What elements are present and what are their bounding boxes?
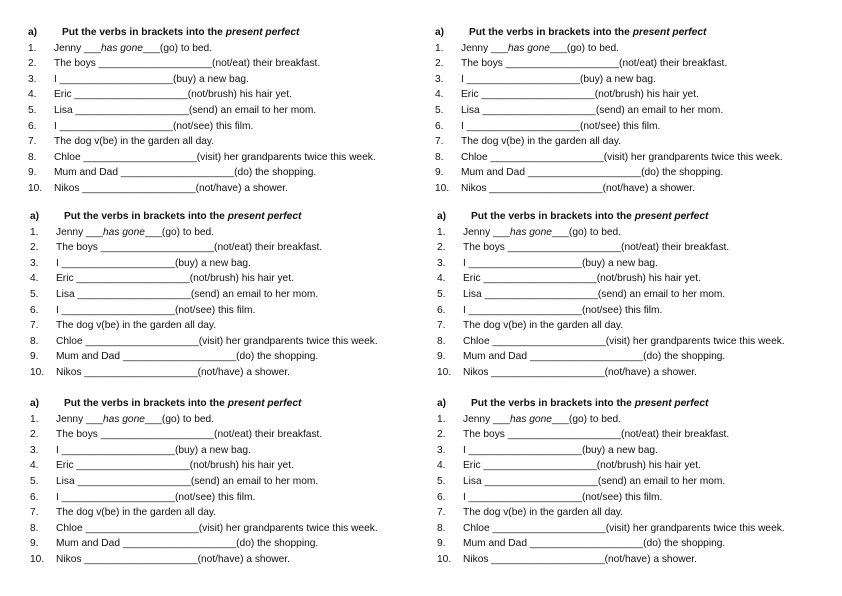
exercise-item (435, 87, 815, 103)
item-text-tail: ___(go) to bed. (551, 226, 622, 238)
item-text: The dog v(be) in the garden all day. (56, 320, 217, 332)
item-number: 3. (437, 444, 446, 456)
item-number: 9. (437, 351, 446, 363)
item-text: Lisa ____________________(send) an email to her mom. (463, 288, 726, 300)
item-number: 8. (28, 151, 37, 163)
item-text: The dog v(be) in the garden all day. (461, 136, 622, 148)
heading-letter: a) (30, 211, 40, 222)
item-text: Mum and Dad ____________________(do) the shopping. (461, 167, 724, 179)
heading-emphasis: present perfect (634, 398, 709, 409)
exercise-item (435, 103, 815, 119)
exercise-item (435, 181, 815, 197)
item-text: Nikos ____________________(not/have) a shower. (463, 366, 697, 378)
exercise-item (28, 134, 408, 150)
item-number: 8. (30, 522, 39, 534)
item-number: 8. (437, 522, 446, 534)
item-number: 1. (437, 413, 446, 425)
item-text: The boys ____________________(not/eat) their breakfast. (54, 58, 321, 70)
exercise-block (30, 209, 410, 381)
item-number: 8. (435, 151, 444, 163)
item-number: 3. (28, 73, 37, 85)
item-text: The boys ____________________(not/eat) their breakfast. (463, 242, 730, 254)
item-example-answer: has gone (510, 226, 552, 238)
item-number: 1. (28, 42, 37, 54)
exercise-item (30, 303, 410, 319)
exercise-item (437, 490, 817, 506)
exercise-item (435, 41, 815, 57)
exercise-item (435, 150, 815, 166)
exercise-item (437, 303, 817, 319)
item-text: I ____________________(buy) a new bag. (56, 257, 251, 269)
exercise-item (30, 334, 410, 350)
item-text-tail: ___(go) to bed. (142, 42, 213, 54)
heading-emphasis: present perfect (632, 27, 707, 38)
item-example-answer: has gone (510, 413, 552, 425)
item-number: 4. (435, 89, 444, 101)
item-text: Lisa ____________________(send) an email to her mom. (54, 104, 317, 116)
exercise-item (28, 181, 408, 197)
item-text: Lisa ____________________(send) an email to her mom. (56, 288, 319, 300)
item-text: I ____________________(not/see) this film. (461, 120, 661, 132)
item-number: 7. (30, 320, 39, 332)
item-number: 5. (30, 288, 39, 300)
item-text: Mum and Dad ____________________(do) the shopping. (54, 167, 317, 179)
item-text: Chloe ____________________(visit) her grandparents twice this week. (56, 522, 378, 534)
item-number: 10. (437, 553, 452, 565)
item-text: Eric ____________________(not/brush) his hair yet. (54, 89, 292, 101)
item-text: I ____________________(not/see) this film. (54, 120, 254, 132)
exercise-item (30, 225, 410, 241)
item-text-tail: ___(go) to bed. (551, 413, 622, 425)
item-number: 2. (28, 58, 37, 70)
exercise-heading (437, 209, 817, 225)
item-text-tail: ___(go) to bed. (144, 413, 215, 425)
item-number: 4. (437, 273, 446, 285)
heading-letter: a) (30, 398, 40, 409)
item-number: 10. (437, 366, 452, 378)
item-number: 3. (437, 257, 446, 269)
item-text: Nikos ____________________(not/have) a shower. (56, 366, 290, 378)
exercise-item (437, 427, 817, 443)
item-number: 5. (28, 104, 37, 116)
item-number: 9. (437, 538, 446, 550)
item-text: Chloe ____________________(visit) her grandparents twice this week. (54, 151, 376, 163)
item-number: 2. (437, 429, 446, 441)
item-example-answer: has gone (103, 413, 145, 425)
exercise-item (435, 56, 815, 72)
exercise-item (435, 119, 815, 135)
item-number: 8. (437, 335, 446, 347)
heading-letter: a) (437, 398, 447, 409)
exercise-block (437, 209, 817, 381)
exercise-item (437, 536, 817, 552)
item-number: 5. (437, 288, 446, 300)
item-number: 6. (435, 120, 444, 132)
exercise-item (437, 505, 817, 521)
exercise-item (437, 334, 817, 350)
item-number: 8. (30, 335, 39, 347)
item-number: 6. (437, 491, 446, 503)
item-number: 1. (30, 413, 39, 425)
item-text: The boys ____________________(not/eat) their breakfast. (461, 58, 728, 70)
item-number: 6. (30, 491, 39, 503)
exercise-item (30, 256, 410, 272)
exercise-item (435, 165, 815, 181)
item-text: I ____________________(buy) a new bag. (56, 444, 251, 456)
exercise-item (30, 287, 410, 303)
item-text: Jenny ___ (463, 413, 511, 425)
item-number: 9. (28, 167, 37, 179)
item-text: The dog v(be) in the garden all day. (54, 136, 215, 148)
item-number: 7. (30, 507, 39, 519)
item-number: 2. (437, 242, 446, 254)
heading-text: Put the verbs in brackets into the (64, 398, 225, 409)
heading-text: Put the verbs in brackets into the (471, 398, 632, 409)
item-number: 6. (437, 304, 446, 316)
exercise-item (30, 318, 410, 334)
exercise-heading (30, 396, 410, 412)
item-text: The dog v(be) in the garden all day. (56, 507, 217, 519)
item-text: Nikos ____________________(not/have) a shower. (56, 553, 290, 565)
heading-emphasis: present perfect (225, 27, 300, 38)
exercise-item (30, 536, 410, 552)
exercise-heading (435, 25, 815, 41)
exercise-item (30, 240, 410, 256)
item-text: Eric ____________________(not/brush) his hair yet. (463, 273, 701, 285)
heading-letter: a) (435, 27, 445, 38)
item-number: 5. (435, 104, 444, 116)
exercise-item (28, 119, 408, 135)
exercise-item (437, 458, 817, 474)
item-text: Jenny ___ (54, 42, 102, 54)
item-number: 9. (30, 351, 39, 363)
exercise-item (437, 521, 817, 537)
item-number: 7. (435, 136, 444, 148)
item-number: 3. (435, 73, 444, 85)
item-text: Mum and Dad ____________________(do) the shopping. (463, 351, 726, 363)
item-text: The dog v(be) in the garden all day. (463, 507, 624, 519)
heading-emphasis: present perfect (634, 211, 709, 222)
item-text: Lisa ____________________(send) an email to her mom. (463, 475, 726, 487)
item-number: 9. (30, 538, 39, 550)
item-number: 10. (435, 182, 450, 194)
item-text: I ____________________(buy) a new bag. (461, 73, 656, 85)
item-number: 5. (437, 475, 446, 487)
item-example-answer: has gone (101, 42, 143, 54)
item-text: I ____________________(not/see) this film. (463, 491, 663, 503)
item-text: I ____________________(not/see) this film. (463, 304, 663, 316)
exercise-item (30, 474, 410, 490)
item-text-tail: ___(go) to bed. (549, 42, 620, 54)
exercise-item (28, 56, 408, 72)
exercise-item (435, 134, 815, 150)
exercise-item (30, 552, 410, 568)
item-text: Mum and Dad ____________________(do) the shopping. (56, 351, 319, 363)
item-number: 3. (30, 257, 39, 269)
exercise-item (30, 349, 410, 365)
exercise-item (30, 427, 410, 443)
item-text: Eric ____________________(not/brush) his hair yet. (56, 273, 294, 285)
item-text: I ____________________(not/see) this film. (56, 304, 256, 316)
item-number: 4. (30, 273, 39, 285)
item-example-answer: has gone (103, 226, 145, 238)
item-number: 2. (30, 429, 39, 441)
exercise-item (437, 365, 817, 381)
exercise-heading (28, 25, 408, 41)
item-text: Eric ____________________(not/brush) his hair yet. (463, 460, 701, 472)
item-text: Nikos ____________________(not/have) a shower. (463, 553, 697, 565)
item-text: I ____________________(not/see) this film. (56, 491, 256, 503)
heading-text: Put the verbs in brackets into the (471, 211, 632, 222)
exercise-item (30, 365, 410, 381)
item-text: Lisa ____________________(send) an email to her mom. (56, 475, 319, 487)
exercise-item (437, 287, 817, 303)
item-number: 1. (30, 226, 39, 238)
exercise-block (28, 25, 408, 197)
exercise-item (437, 349, 817, 365)
exercise-item (437, 256, 817, 272)
item-text: Nikos ____________________(not/have) a shower. (54, 182, 288, 194)
exercise-item (30, 458, 410, 474)
exercise-item (28, 41, 408, 57)
item-text: Jenny ___ (461, 42, 509, 54)
item-number: 6. (30, 304, 39, 316)
item-number: 7. (437, 320, 446, 332)
item-number: 10. (30, 366, 45, 378)
heading-emphasis: present perfect (227, 211, 302, 222)
exercise-item (30, 271, 410, 287)
item-number: 10. (28, 182, 43, 194)
item-text: Nikos ____________________(not/have) a shower. (461, 182, 695, 194)
exercise-heading (437, 396, 817, 412)
item-text: Jenny ___ (56, 413, 104, 425)
heading-text: Put the verbs in brackets into the (469, 27, 630, 38)
item-number: 4. (30, 460, 39, 472)
exercise-item (28, 72, 408, 88)
item-number: 6. (28, 120, 37, 132)
item-number: 10. (30, 553, 45, 565)
exercise-item (437, 412, 817, 428)
item-text: Chloe ____________________(visit) her grandparents twice this week. (56, 335, 378, 347)
item-text: The boys ____________________(not/eat) their breakfast. (56, 429, 323, 441)
item-text: Chloe ____________________(visit) her grandparents twice this week. (463, 335, 785, 347)
item-number: 1. (435, 42, 444, 54)
exercise-item (30, 490, 410, 506)
item-text: I ____________________(buy) a new bag. (463, 444, 658, 456)
item-text: I ____________________(buy) a new bag. (463, 257, 658, 269)
item-number: 1. (437, 226, 446, 238)
item-number: 2. (30, 242, 39, 254)
item-number: 5. (30, 475, 39, 487)
item-number: 7. (437, 507, 446, 519)
item-number: 9. (435, 167, 444, 179)
heading-text: Put the verbs in brackets into the (62, 27, 223, 38)
item-text: The boys ____________________(not/eat) their breakfast. (56, 242, 323, 254)
exercise-item (437, 474, 817, 490)
item-text: Eric ____________________(not/brush) his hair yet. (461, 89, 699, 101)
item-text: Lisa ____________________(send) an email to her mom. (461, 104, 724, 116)
item-example-answer: has gone (508, 42, 550, 54)
exercise-item (30, 505, 410, 521)
item-text: Mum and Dad ____________________(do) the shopping. (463, 538, 726, 550)
exercise-item (28, 165, 408, 181)
item-text-tail: ___(go) to bed. (144, 226, 215, 238)
item-text: Chloe ____________________(visit) her grandparents twice this week. (463, 522, 785, 534)
item-text: The dog v(be) in the garden all day. (463, 320, 624, 332)
exercise-item (30, 521, 410, 537)
item-text: Eric ____________________(not/brush) his hair yet. (56, 460, 294, 472)
exercise-item (30, 412, 410, 428)
exercise-item (437, 318, 817, 334)
exercise-item (28, 103, 408, 119)
heading-emphasis: present perfect (227, 398, 302, 409)
item-number: 4. (437, 460, 446, 472)
exercise-item (28, 150, 408, 166)
exercise-block (435, 25, 815, 197)
exercise-heading (30, 209, 410, 225)
item-number: 2. (435, 58, 444, 70)
exercise-item (435, 72, 815, 88)
exercise-block (30, 396, 410, 568)
exercise-block (437, 396, 817, 568)
item-number: 3. (30, 444, 39, 456)
heading-letter: a) (28, 27, 38, 38)
exercise-item (437, 552, 817, 568)
item-number: 7. (28, 136, 37, 148)
item-text: Jenny ___ (56, 226, 104, 238)
item-text: Mum and Dad ____________________(do) the shopping. (56, 538, 319, 550)
item-text: The boys ____________________(not/eat) their breakfast. (463, 429, 730, 441)
exercise-item (30, 443, 410, 459)
exercise-item (437, 271, 817, 287)
exercise-item (437, 240, 817, 256)
heading-text: Put the verbs in brackets into the (64, 211, 225, 222)
exercise-item (437, 443, 817, 459)
item-number: 4. (28, 89, 37, 101)
exercise-item (28, 87, 408, 103)
item-text: Chloe ____________________(visit) her grandparents twice this week. (461, 151, 783, 163)
item-text: I ____________________(buy) a new bag. (54, 73, 249, 85)
heading-letter: a) (437, 211, 447, 222)
item-text: Jenny ___ (463, 226, 511, 238)
exercise-item (437, 225, 817, 241)
